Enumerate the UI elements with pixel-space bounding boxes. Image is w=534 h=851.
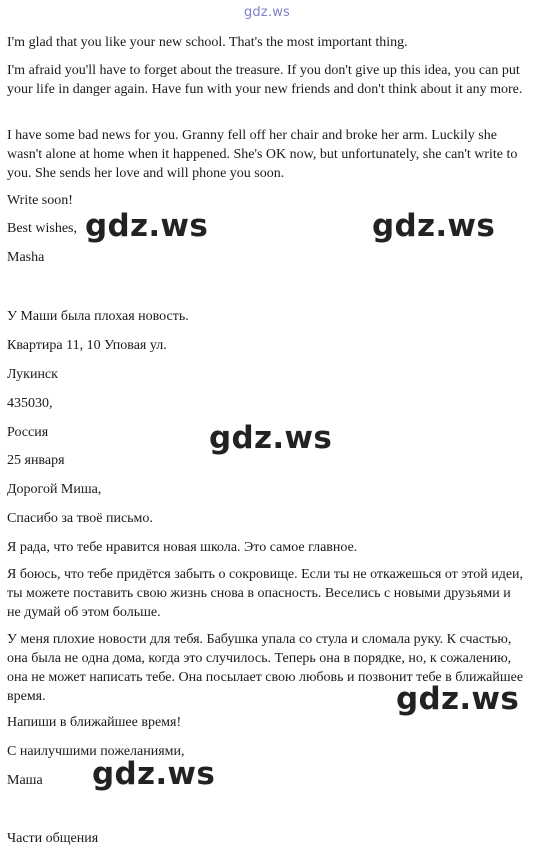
english-paragraph-1: I'm glad that you like your new school. That's the most important thing. xyxy=(7,35,408,50)
watermark-text: gdz.ws xyxy=(92,756,216,792)
watermark-text: gdz.ws xyxy=(396,681,520,717)
english-closing-best-wishes: Best wishes, xyxy=(7,221,77,236)
russian-paragraph-1: Спасибо за твоё письмо. xyxy=(7,511,153,526)
russian-closing-write-soon: Напиши в ближайшее время! xyxy=(7,715,182,730)
russian-address-line-2: Лукинск xyxy=(7,367,58,382)
russian-signature: Маша xyxy=(7,773,43,788)
russian-answer: У Маши была плохая новость. xyxy=(7,309,189,324)
english-signature: Masha xyxy=(7,250,45,265)
watermark-text: gdz.ws xyxy=(209,420,333,456)
russian-greeting: Дорогой Миша, xyxy=(7,482,102,497)
russian-closing-best-wishes: С наилучшими пожеланиями, xyxy=(7,744,185,759)
watermark-text: gdz.ws xyxy=(85,208,209,244)
russian-address-line-1: Квартира 11, 10 Уповая ул. xyxy=(7,338,167,353)
english-closing-write-soon: Write soon! xyxy=(7,193,73,208)
english-paragraph-3: I have some bad news for you. Granny fell off her chair and broke her arm. Luckily she wasn't alone at home when it happened. She's OK now, but unfortunately, she can't write to you. She sends her love and will phone you soon. xyxy=(7,128,518,181)
russian-address-line-3: 435030, xyxy=(7,396,53,411)
top-watermark: gdz.ws xyxy=(243,5,291,20)
russian-footer: Части общения xyxy=(7,831,99,846)
english-paragraph-2: I'm afraid you'll have to forget about the treasure. If you don't give up this idea, you can put your life in danger again. Have fun with your new friends and don't think about it any more. xyxy=(7,63,523,97)
russian-paragraph-2: Я рада, что тебе нравится новая школа. Это самое главное. xyxy=(7,540,358,555)
russian-date: 25 января xyxy=(7,453,65,468)
watermark-text: gdz.ws xyxy=(372,208,496,244)
russian-paragraph-3: Я боюсь, что тебе придётся забыть о сокровище. Если ты не откажешься от этой идеи, ты можете поставить свою жизнь снова в опасность. Веселись с новыми друзьями и не думай об этом больше. xyxy=(7,567,524,620)
russian-paragraph-4: У меня плохие новости для тебя. Бабушка упала со стула и сломала руку. К счастью, она была не одна дома, когда это случилось. Теперь она в порядке, но, к сожалению, она не может написать тебе. Она посылает свою любовь и позвонит тебе в ближайшее время. xyxy=(7,632,524,704)
russian-address-line-4: Россия xyxy=(7,425,49,440)
